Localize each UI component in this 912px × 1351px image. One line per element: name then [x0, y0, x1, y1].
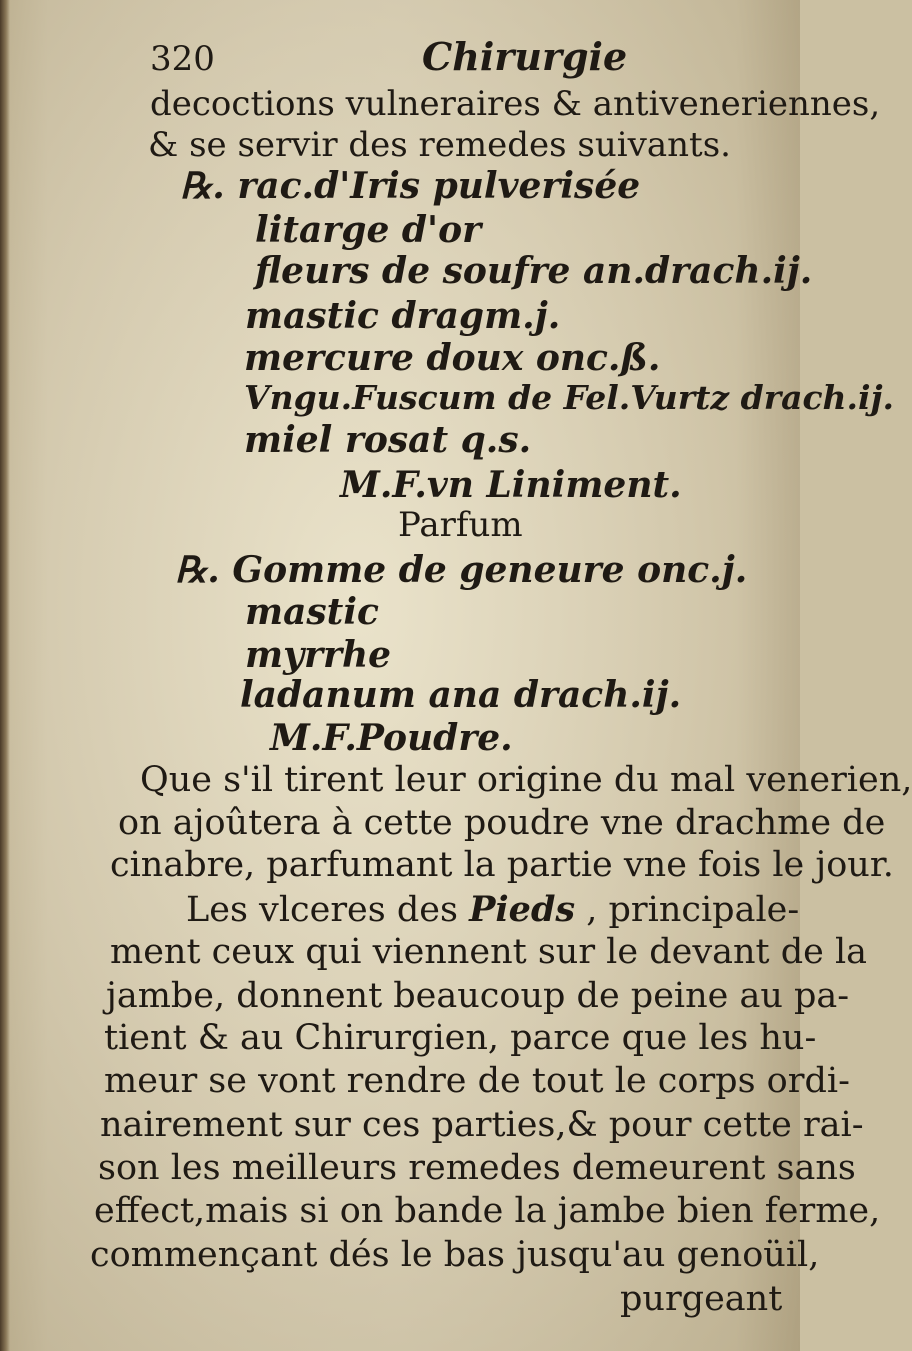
text-segment: Les vlceres des	[186, 890, 470, 930]
running-title: Chirurgie	[422, 34, 628, 79]
text-segment: , principale-	[575, 890, 800, 930]
text-segment: onc.ß.	[535, 337, 661, 379]
text-line	[104, 1061, 850, 1101]
text-segment: tient & au Chirurgien, parce que les hu-	[104, 1018, 817, 1058]
italic-segment: myrrhe	[245, 634, 392, 676]
text-segment: ment ceux qui viennent sur le devant de la	[110, 932, 868, 972]
text-segment: onc.j.	[637, 549, 748, 591]
text-segment: cinabre, parfumant la partie vne fois le jour.	[110, 845, 894, 885]
text-segment: dragm.j.	[391, 295, 561, 337]
text-segment: & se servir des remedes suivants.	[148, 125, 731, 165]
text-segment: Que s'il tirent leur origine du mal venerien,	[140, 760, 912, 800]
text-line	[140, 760, 912, 800]
recipe-line	[255, 250, 813, 292]
text-line	[110, 932, 868, 972]
text-segment: meur se vont rendre de tout le corps ordi-	[104, 1061, 850, 1101]
italic-segment: Vngu.Fuscum de Fel.Vurtz	[244, 378, 741, 417]
recipe-line	[244, 378, 895, 417]
text-segment: ana drach.ij.	[428, 674, 682, 716]
italic-segment: mastic	[245, 591, 379, 633]
italic-segment: mercure doux	[244, 337, 536, 379]
text-line	[150, 84, 881, 124]
italic-segment: M.F.Poudre.	[270, 717, 513, 759]
recipe-line	[244, 337, 661, 379]
text-line	[90, 1235, 820, 1275]
recipe-instruction	[270, 717, 513, 759]
recipe-line	[175, 549, 748, 591]
text-line	[106, 976, 850, 1016]
text-segment: drach.ij.	[740, 378, 895, 417]
recipe-instruction	[340, 464, 682, 506]
text-line	[100, 1105, 864, 1145]
text-segment: on ajoûtera à cette poudre vne drachme de	[118, 803, 886, 843]
italic-segment: ℞. Gomme de geneure	[175, 549, 638, 591]
italic-segment: litarge d'or	[255, 209, 482, 251]
book-spine-shadow	[0, 0, 10, 1351]
recipe-line	[255, 209, 482, 251]
text-segment: son les meilleurs remedes demeurent sans	[98, 1148, 856, 1188]
italic-segment: ℞. rac.d'Iris pulverisée	[180, 165, 641, 207]
catchword	[620, 1279, 783, 1319]
recipe-line	[245, 295, 561, 337]
text-line	[186, 889, 800, 930]
text-line	[110, 845, 894, 885]
italic-segment: Pieds	[469, 889, 576, 930]
italic-segment: mastic	[245, 295, 392, 337]
text-line	[104, 1018, 817, 1058]
text-segment: Parfum	[398, 505, 523, 545]
recipe-line	[245, 591, 379, 633]
recipe-heading	[398, 505, 523, 545]
page-number: 320	[150, 39, 215, 79]
text-line	[148, 125, 731, 165]
text-line	[118, 803, 886, 843]
text-segment: an.drach.ij.	[582, 250, 813, 292]
recipe-line	[180, 165, 641, 207]
text-line	[94, 1191, 881, 1231]
recipe-line	[244, 419, 532, 461]
italic-segment: miel rosat	[244, 419, 461, 461]
text-segment: effect,mais si on bande la jambe bien ferme,	[94, 1191, 881, 1231]
recipe-line	[245, 634, 392, 676]
italic-segment: fleurs de soufre	[255, 250, 583, 292]
text-segment: commençant dés le bas jusqu'au genoüil,	[90, 1235, 820, 1275]
text-segment: q.s.	[460, 419, 532, 461]
recipe-line	[240, 674, 682, 716]
text-segment: purgeant	[620, 1279, 783, 1319]
italic-segment: ladanum	[240, 674, 429, 716]
text-segment: decoctions vulneraires & antiveneriennes,	[150, 84, 881, 124]
text-segment: nairement sur ces parties,& pour cette rai-	[100, 1105, 864, 1145]
text-segment: jambe, donnent beaucoup de peine au pa-	[106, 976, 850, 1016]
text-line	[98, 1148, 856, 1188]
italic-segment: M.F.vn Liniment.	[340, 464, 682, 506]
